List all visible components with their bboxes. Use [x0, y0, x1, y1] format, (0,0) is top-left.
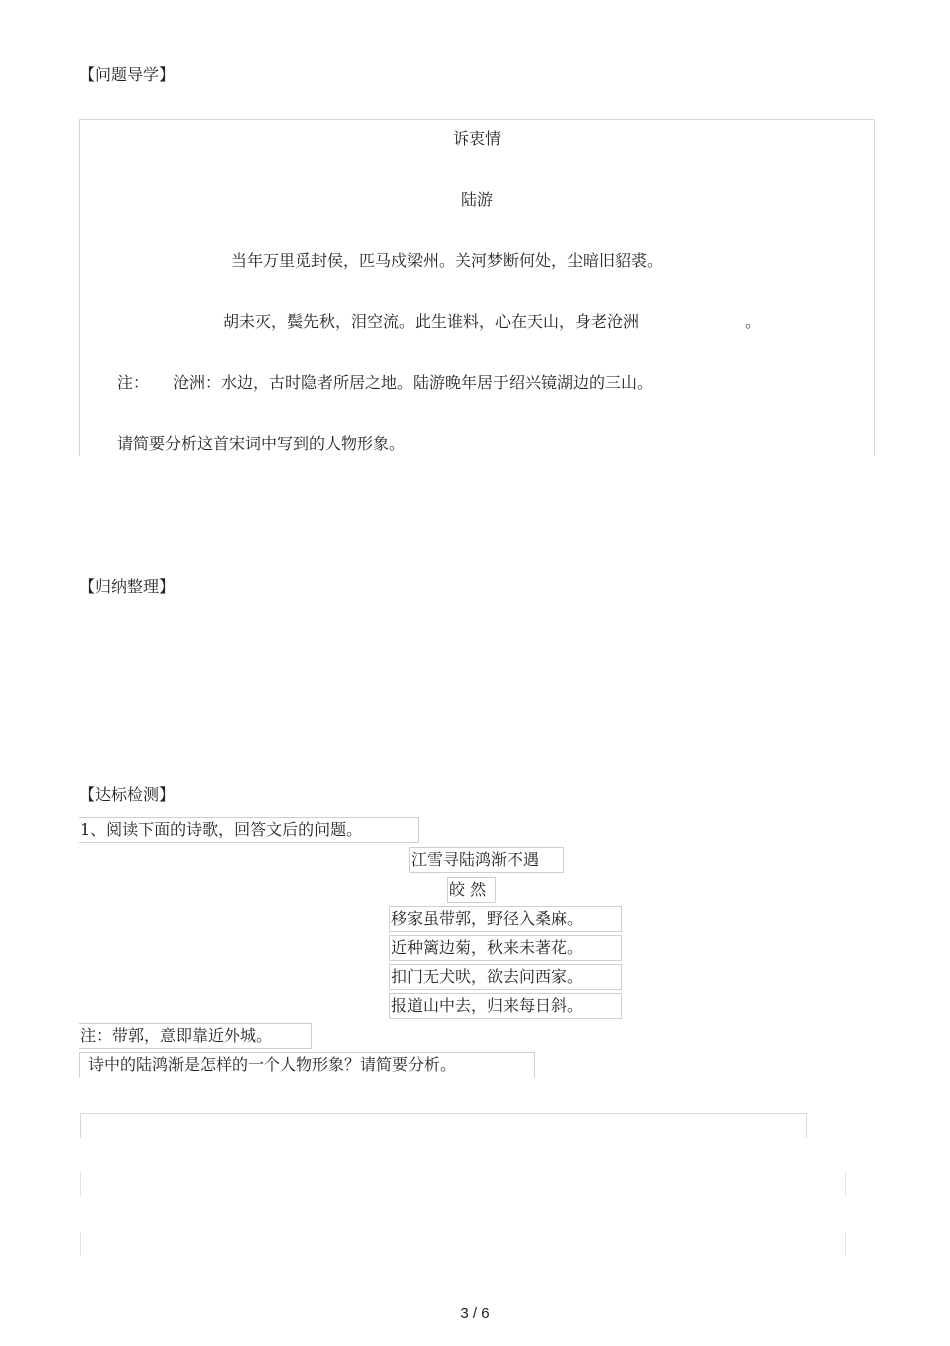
answer-box-left-2: [80, 1232, 81, 1256]
page-number: 3 / 6: [460, 1305, 490, 1322]
poem2-title: 江雪寻陆鸿渐不遇: [409, 847, 564, 873]
poem2-line-4: 报道山中去，归来每日斜。: [389, 993, 622, 1019]
note-text: 沧洲：水边，古时隐者所居之地。陆游晚年居于绍兴镜湖边的三山。: [173, 373, 654, 392]
poem2-line-3: 扣门无犬吠，欲去问西家。: [389, 964, 622, 990]
section-heading-guide: 【问题导学】: [79, 65, 176, 84]
poem2-note: 注：带郭，意即靠近外城。: [79, 1023, 312, 1049]
poem-line-1: 当年万里觅封侯，匹马戍梁州。关河梦断何处，尘暗旧貂裘。: [231, 251, 664, 270]
answer-box-right-2: [845, 1232, 846, 1256]
answer-box-top: [80, 1113, 807, 1138]
note-label: 注：: [117, 373, 150, 392]
poem2-author: 皎 然: [447, 877, 496, 903]
question-text: 请简要分析这首宋词中写到的人物形象。: [117, 434, 406, 453]
poem-frame: [79, 119, 875, 456]
answer-box-left-1: [80, 1172, 81, 1196]
poem2-line-2: 近种篱边菊，秋来未著花。: [389, 935, 622, 961]
poem-line-2-end: 。: [745, 312, 762, 331]
poem-line-2: 胡未灭，鬓先秋，泪空流。此生谁料，心在天山，身老沧洲: [223, 312, 640, 331]
poem-title: 诉衷情: [452, 129, 501, 148]
poem2-question: 诗中的陆鸿渐是怎样的一个人物形象？请简要分析。: [79, 1052, 535, 1078]
section-heading-test: 【达标检测】: [79, 785, 176, 804]
poem2-line-1: 移家虽带郭，野径入桑麻。: [389, 906, 622, 932]
answer-box-right-1: [845, 1172, 846, 1196]
poem-author: 陆游: [460, 190, 493, 209]
section-heading-summary: 【归纳整理】: [79, 577, 176, 596]
q1-instruction: 1、阅读下面的诗歌，回答文后的问题。: [79, 817, 419, 843]
